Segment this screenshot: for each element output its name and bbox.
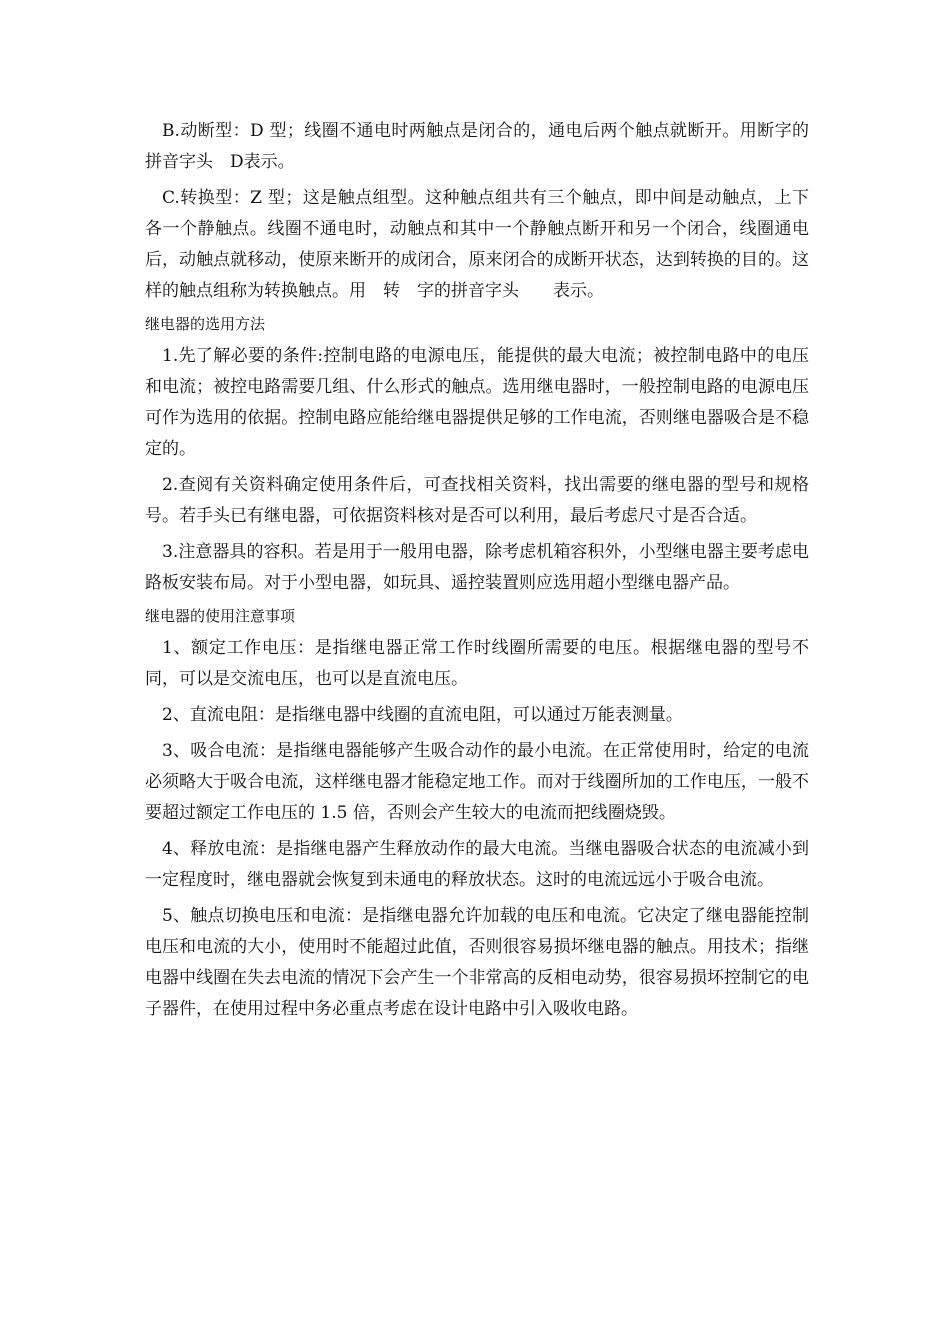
paragraph-selection-3: 3.注意器具的容积。若是用于一般用电器，除考虑机箱容积外，小型继电器主要考虑电路板安装布局。对于小型电器，如玩具、遥控装置则应选用超小型继电器产品。 [145,542,809,593]
paragraph-type-b: B.动断型：D 型；线圈不通电时两触点是闭合的，通电后两个触点就断开。用断字的拼音字头 D表示。 [145,121,809,172]
paragraph-usage-3: 3、吸合电流：是指继电器能够产生吸合动作的最小电流。在正常使用时，给定的电流必须略大于吸合电流，这样继电器才能稳定地工作。而对于线圈所加的工作电压，一般不要超过额定工作电压的 1.5 倍，否则会产生较大的电流而把线圈烧毁。 [145,741,809,823]
paragraph-usage-1: 1、额定工作电压：是指继电器正常工作时线圈所需要的电压。根据继电器的型号不同，可以是交流电压，也可以是直流电压。 [145,638,809,689]
section-heading-usage: 继电器的使用注意事项 [145,607,296,625]
paragraph-selection-2: 2.查阅有关资料确定使用条件后，可查找相关资料，找出需要的继电器的型号和规格号。若手头已有继电器，可依据资料核对是否可以利用，最后考虑尺寸是否合适。 [145,475,809,526]
paragraph-type-c: C.转换型：Z 型；这是触点组型。这种触点组共有三个触点，即中间是动触点，上下各一个静触点。线圈不通电时，动触点和其中一个静触点断开和另一个闭合，线圈通电后，动触点就移动，使原来断开的成闭合，原来闭合的成断开状态，达到转换的目的。这样的触点组称为转换触点。用 转 字的拼音字头 表示。 [145,188,809,301]
paragraph-selection-1: 1.先了解必要的条件:控制电路的电源电压，能提供的最大电流；被控制电路中的电压和电流；被控电路需要几组、什么形式的触点。选用继电器时，一般控制电路的电源电压可作为选用的依据。控制电路应能给继电器提供足够的工作电流，否则继电器吸合是不稳定的。 [145,346,809,459]
section-heading-selection: 继电器的选用方法 [145,315,266,333]
document-page [145,116,809,1025]
paragraph-usage-4: 4、释放电流：是指继电器产生释放动作的最大电流。当继电器吸合状态的电流减小到一定程度时，继电器就会恢复到未通电的释放状态。这时的电流远远小于吸合电流。 [145,839,809,890]
paragraph-usage-2: 2、直流电阻：是指继电器中线圈的直流电阻，可以通过万能表测量。 [162,705,683,725]
paragraph-usage-5: 5、触点切换电压和电流：是指继电器允许加载的电压和电流。它决定了继电器能控制电压和电流的大小，使用时不能超过此值，否则很容易损坏继电器的触点。用技术；指继电器中线圈在失去电流的情况下会产生一个非常高的反相电动势，很容易损坏控制它的电子器件，在使用过程中务必重点考虑在设计电路中引入吸收电路。 [145,906,809,1019]
